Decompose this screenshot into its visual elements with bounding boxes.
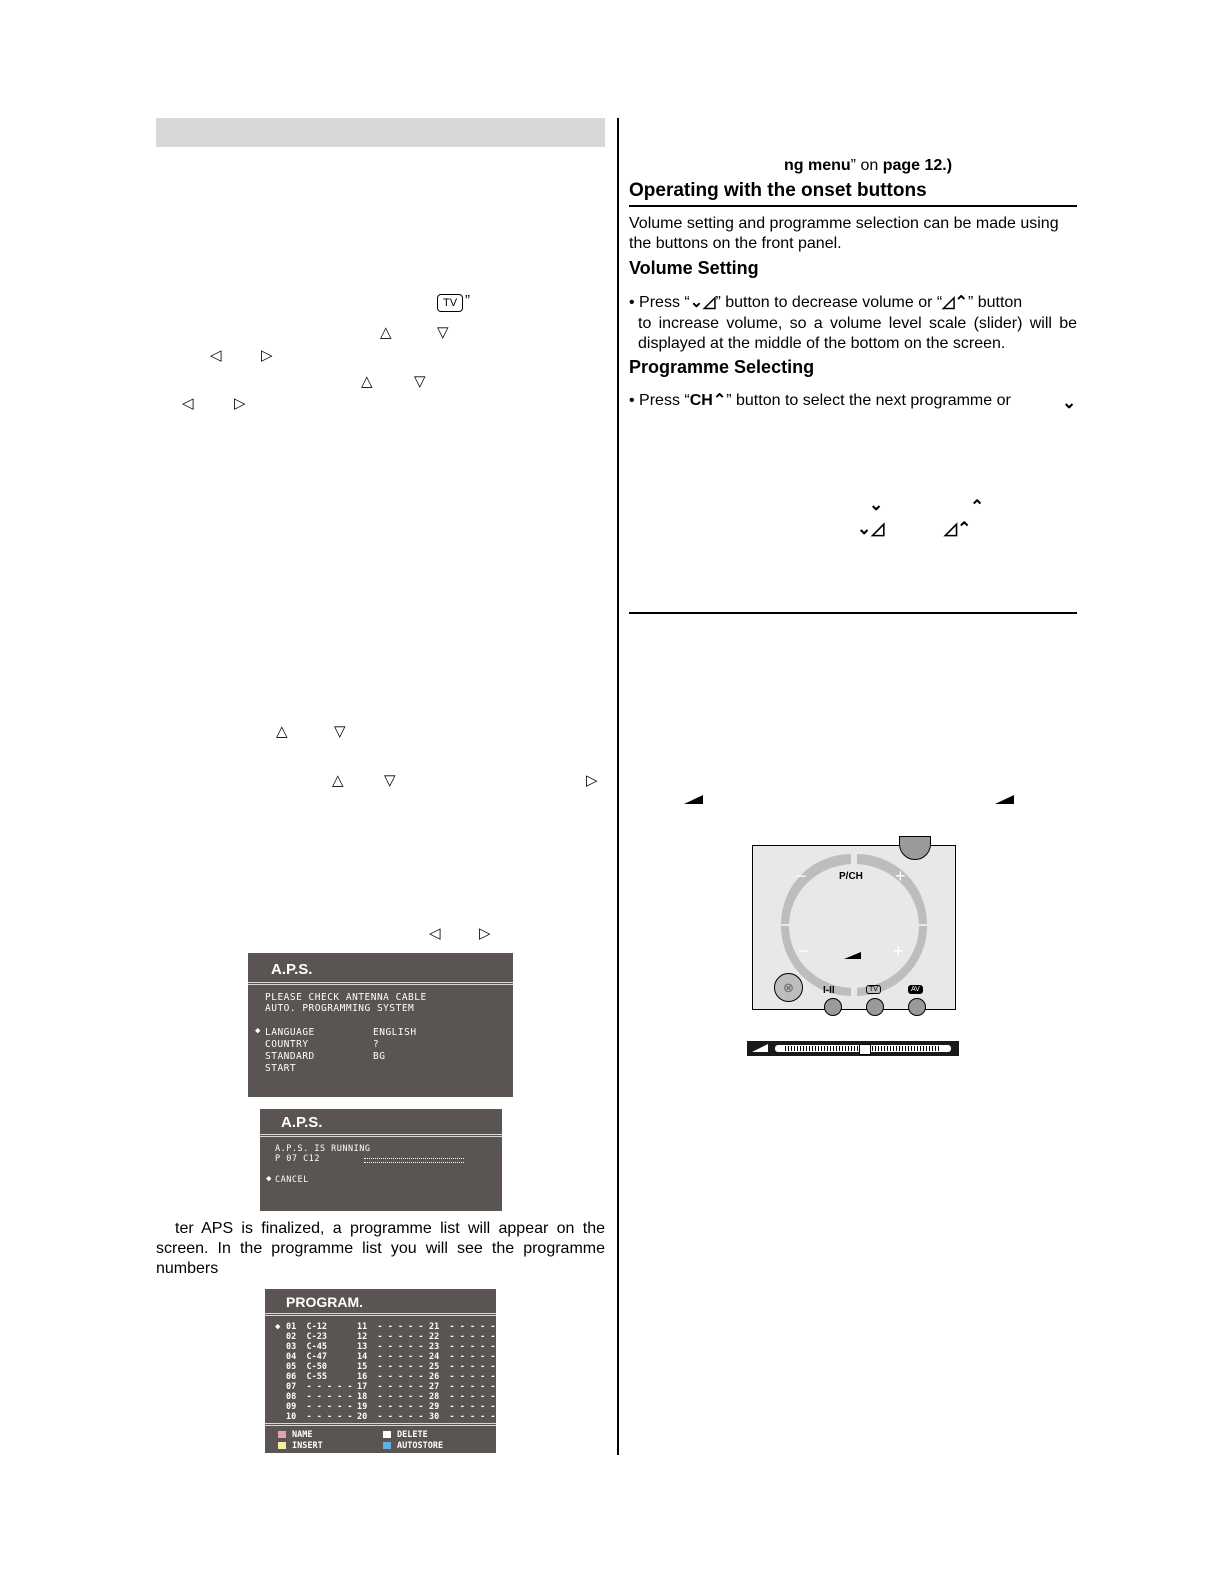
divider [265, 1425, 496, 1426]
volume-button-text: ” button [967, 294, 1023, 311]
section-header-bar [156, 118, 605, 147]
volume-line1 [629, 293, 1077, 313]
title-underline [629, 205, 1077, 207]
chevron-down-icon: ⌄ [869, 495, 884, 514]
program-entry[interactable]: 24 - - - - - [429, 1352, 496, 1362]
ch-label: CH [689, 392, 713, 409]
right-arrow-icon: ▷ [479, 925, 491, 942]
slider-handle[interactable] [859, 1044, 871, 1055]
program-list-screenshot [265, 1289, 496, 1453]
volume-down-icon: ⌄◿ [857, 519, 885, 538]
program-entry[interactable]: 10 - - - - - [286, 1412, 353, 1422]
volume-wedge-icon [844, 952, 861, 959]
page-reference [784, 157, 952, 175]
up-arrow-icon: △ [361, 373, 373, 390]
program-column-3[interactable] [429, 1322, 496, 1422]
legend-swatch-yellow [278, 1442, 286, 1449]
program-list-title: PROGRAM. [286, 1294, 363, 1310]
volume-slider-illustration [747, 1041, 959, 1056]
chevron-down-icon: ⌄ [1062, 393, 1077, 412]
volume-wedge-icon [752, 1044, 768, 1052]
aps-progress-bar [364, 1158, 464, 1163]
programme-press: • Press “ [629, 392, 690, 409]
volume-decrease-text: ” button to decrease volume or “ [715, 294, 943, 311]
up-arrow-icon: △ [332, 772, 344, 789]
aps-row-label[interactable]: COUNTRY [265, 1039, 309, 1050]
aps-row-label[interactable]: START [265, 1063, 297, 1074]
input-select-button[interactable] [824, 998, 842, 1016]
left-arrow-icon: ◁ [210, 347, 222, 364]
program-entry[interactable]: 29 - - - - - [429, 1402, 496, 1412]
aps-running-status: A.P.S. IS RUNNING [275, 1144, 371, 1154]
program-entry[interactable]: 19 - - - - - [357, 1402, 424, 1412]
down-arrow-icon: ▽ [437, 324, 449, 341]
divider [265, 1315, 496, 1316]
program-entry[interactable]: 26 - - - - - [429, 1372, 496, 1382]
ch-minus-label: − [796, 866, 807, 886]
program-entry[interactable]: 04 C-47 [286, 1352, 327, 1362]
aps-row-value[interactable]: BG [373, 1051, 386, 1062]
program-entry[interactable]: 22 - - - - - [429, 1332, 496, 1342]
right-arrow-icon: ▷ [261, 347, 273, 364]
volume-up-icon: ◿⌃ [944, 519, 972, 538]
program-entry[interactable]: 07 - - - - - [286, 1382, 353, 1392]
down-arrow-icon: ▽ [414, 373, 426, 390]
programme-next-text: ” button to select the next programme or [726, 392, 1011, 409]
program-entry[interactable]: 09 - - - - - [286, 1402, 353, 1412]
down-arrow-icon: ▽ [384, 772, 396, 789]
program-entry[interactable]: 12 - - - - - [357, 1332, 424, 1342]
program-entry[interactable]: 05 C-50 [286, 1362, 327, 1372]
pch-label: P/CH [839, 871, 863, 882]
aps-row-value[interactable]: ENGLISH [373, 1027, 417, 1038]
aps-row-label[interactable]: STANDARD [265, 1051, 315, 1062]
mute-button[interactable]: ⊗ [774, 973, 803, 1002]
tv-button-label: TV [866, 985, 881, 994]
intro-text: Volume setting and programme selection can be made using the buttons on the front panel. [629, 215, 1059, 252]
program-column-1[interactable] [286, 1322, 353, 1422]
tv-icon-label: TV [442, 297, 458, 309]
aps-message-line2: AUTO. PROGRAMMING SYSTEM [265, 1003, 415, 1014]
aps-running-title: A.P.S. [281, 1114, 323, 1131]
program-entry[interactable]: 28 - - - - - [429, 1392, 496, 1402]
program-entry[interactable]: 30 - - - - - [429, 1412, 496, 1422]
aps-running-screenshot [260, 1109, 502, 1211]
column-divider [617, 118, 619, 1455]
programme-selecting-title: Programme Selecting [629, 357, 815, 377]
aps-row-value[interactable]: ? [373, 1039, 380, 1050]
volume-down-icon: ⌄◿ [689, 294, 716, 311]
divider [265, 1313, 496, 1314]
vol-minus-label: − [798, 941, 809, 961]
volume-press: • Press “ [629, 294, 690, 311]
aps-message-line1: PLEASE CHECK ANTENNA CABLE [265, 992, 427, 1003]
program-entry[interactable]: 17 - - - - - [357, 1382, 424, 1392]
after-aps-line3: numbers [156, 1260, 219, 1277]
program-column-2[interactable] [357, 1322, 424, 1422]
power-button[interactable] [899, 836, 931, 860]
volume-up-icon: ◿⌃ [942, 294, 968, 311]
program-entry[interactable]: 18 - - - - - [357, 1392, 424, 1402]
divider [265, 1423, 496, 1424]
tv-icon [437, 294, 463, 312]
left-arrow-icon: ◁ [429, 925, 441, 942]
left-arrow-icon: ◁ [182, 395, 194, 412]
program-entry[interactable]: 01 C-12 [286, 1322, 327, 1332]
cancel-option[interactable]: CANCEL [275, 1175, 309, 1185]
after-aps-line1: ter APS is finalized, a programme list will appear on the [175, 1220, 605, 1237]
divider [260, 1134, 502, 1135]
aps-running-channel: P 07 C12 [275, 1154, 320, 1164]
volume-line3: displayed at the middle of the bottom on the screen. [638, 335, 1006, 352]
front-panel-illustration [752, 845, 956, 1010]
divider [248, 982, 513, 983]
right-arrow-icon: ▷ [234, 395, 246, 412]
program-entry[interactable]: 14 - - - - - [357, 1352, 424, 1362]
legend-insert: INSERT [292, 1441, 323, 1451]
av-button[interactable] [908, 998, 926, 1016]
program-entry[interactable]: 08 - - - - - [286, 1392, 353, 1402]
program-entry[interactable]: 06 C-55 [286, 1372, 327, 1382]
up-arrow-icon: △ [380, 324, 392, 341]
aps-menu-title: A.P.S. [271, 961, 313, 978]
after-aps-line2: screen. In the programme list you will see the programme [156, 1240, 605, 1257]
program-entry[interactable]: 15 - - - - - [357, 1362, 424, 1372]
legend-name: NAME [292, 1430, 313, 1440]
vol-plus-label: + [893, 941, 904, 961]
tv-button[interactable] [866, 998, 884, 1016]
legend-swatch-white [383, 1431, 391, 1438]
section-rule [629, 612, 1077, 614]
ref-page: page 12.) [882, 157, 953, 174]
legend-delete: DELETE [397, 1430, 428, 1440]
selection-arrow-icon: ◆ [266, 1174, 272, 1184]
selection-arrow-icon: ◆ [275, 1322, 281, 1332]
legend-swatch-blue [383, 1442, 391, 1449]
volume-wedge-icon [684, 795, 703, 804]
ch-up-icon: ⌃ [712, 392, 727, 409]
volume-line2: to increase volume, so a volume level scale (slider) will be [638, 315, 1077, 332]
section-title: Operating with the onset buttons [629, 180, 927, 201]
right-arrow-icon: ▷ [586, 772, 598, 789]
aps-row-label[interactable]: LANGUAGE [265, 1027, 315, 1038]
program-entry[interactable]: 23 - - - - - [429, 1342, 496, 1352]
legend-swatch-red [278, 1431, 286, 1438]
legend-autostore: AUTOSTORE [397, 1441, 444, 1451]
divider [260, 1136, 502, 1137]
volume-wedge-icon [995, 795, 1014, 804]
program-entry[interactable]: 20 - - - - - [357, 1412, 424, 1422]
program-entry[interactable]: 27 - - - - - [429, 1382, 496, 1392]
divider [248, 984, 513, 985]
ch-plus-label: + [895, 866, 906, 886]
selection-arrow-icon: ◆ [255, 1026, 261, 1036]
program-entry[interactable]: 13 - - - - - [357, 1342, 424, 1352]
program-entry[interactable]: 02 C-23 [286, 1332, 327, 1342]
volume-setting-title: Volume Setting [629, 258, 759, 278]
ref-bold: ng menu [784, 157, 851, 174]
program-entry[interactable]: 21 - - - - - [429, 1322, 496, 1332]
program-entry[interactable]: 25 - - - - - [429, 1362, 496, 1372]
up-arrow-icon: △ [276, 723, 288, 740]
chevron-up-icon: ⌃ [970, 497, 985, 516]
av-button-label: AV [908, 985, 923, 994]
program-entry[interactable]: 03 C-45 [286, 1342, 327, 1352]
quote-mark: ” [465, 292, 470, 309]
program-entry[interactable]: 11 - - - - - [357, 1322, 424, 1332]
input-select-label: I-II [823, 985, 835, 996]
aps-menu-screenshot [248, 953, 513, 1097]
ref-plain: ” on [850, 157, 883, 174]
programme-line1 [629, 391, 1049, 411]
down-arrow-icon: ▽ [334, 723, 346, 740]
program-entry[interactable]: 16 - - - - - [357, 1372, 424, 1382]
